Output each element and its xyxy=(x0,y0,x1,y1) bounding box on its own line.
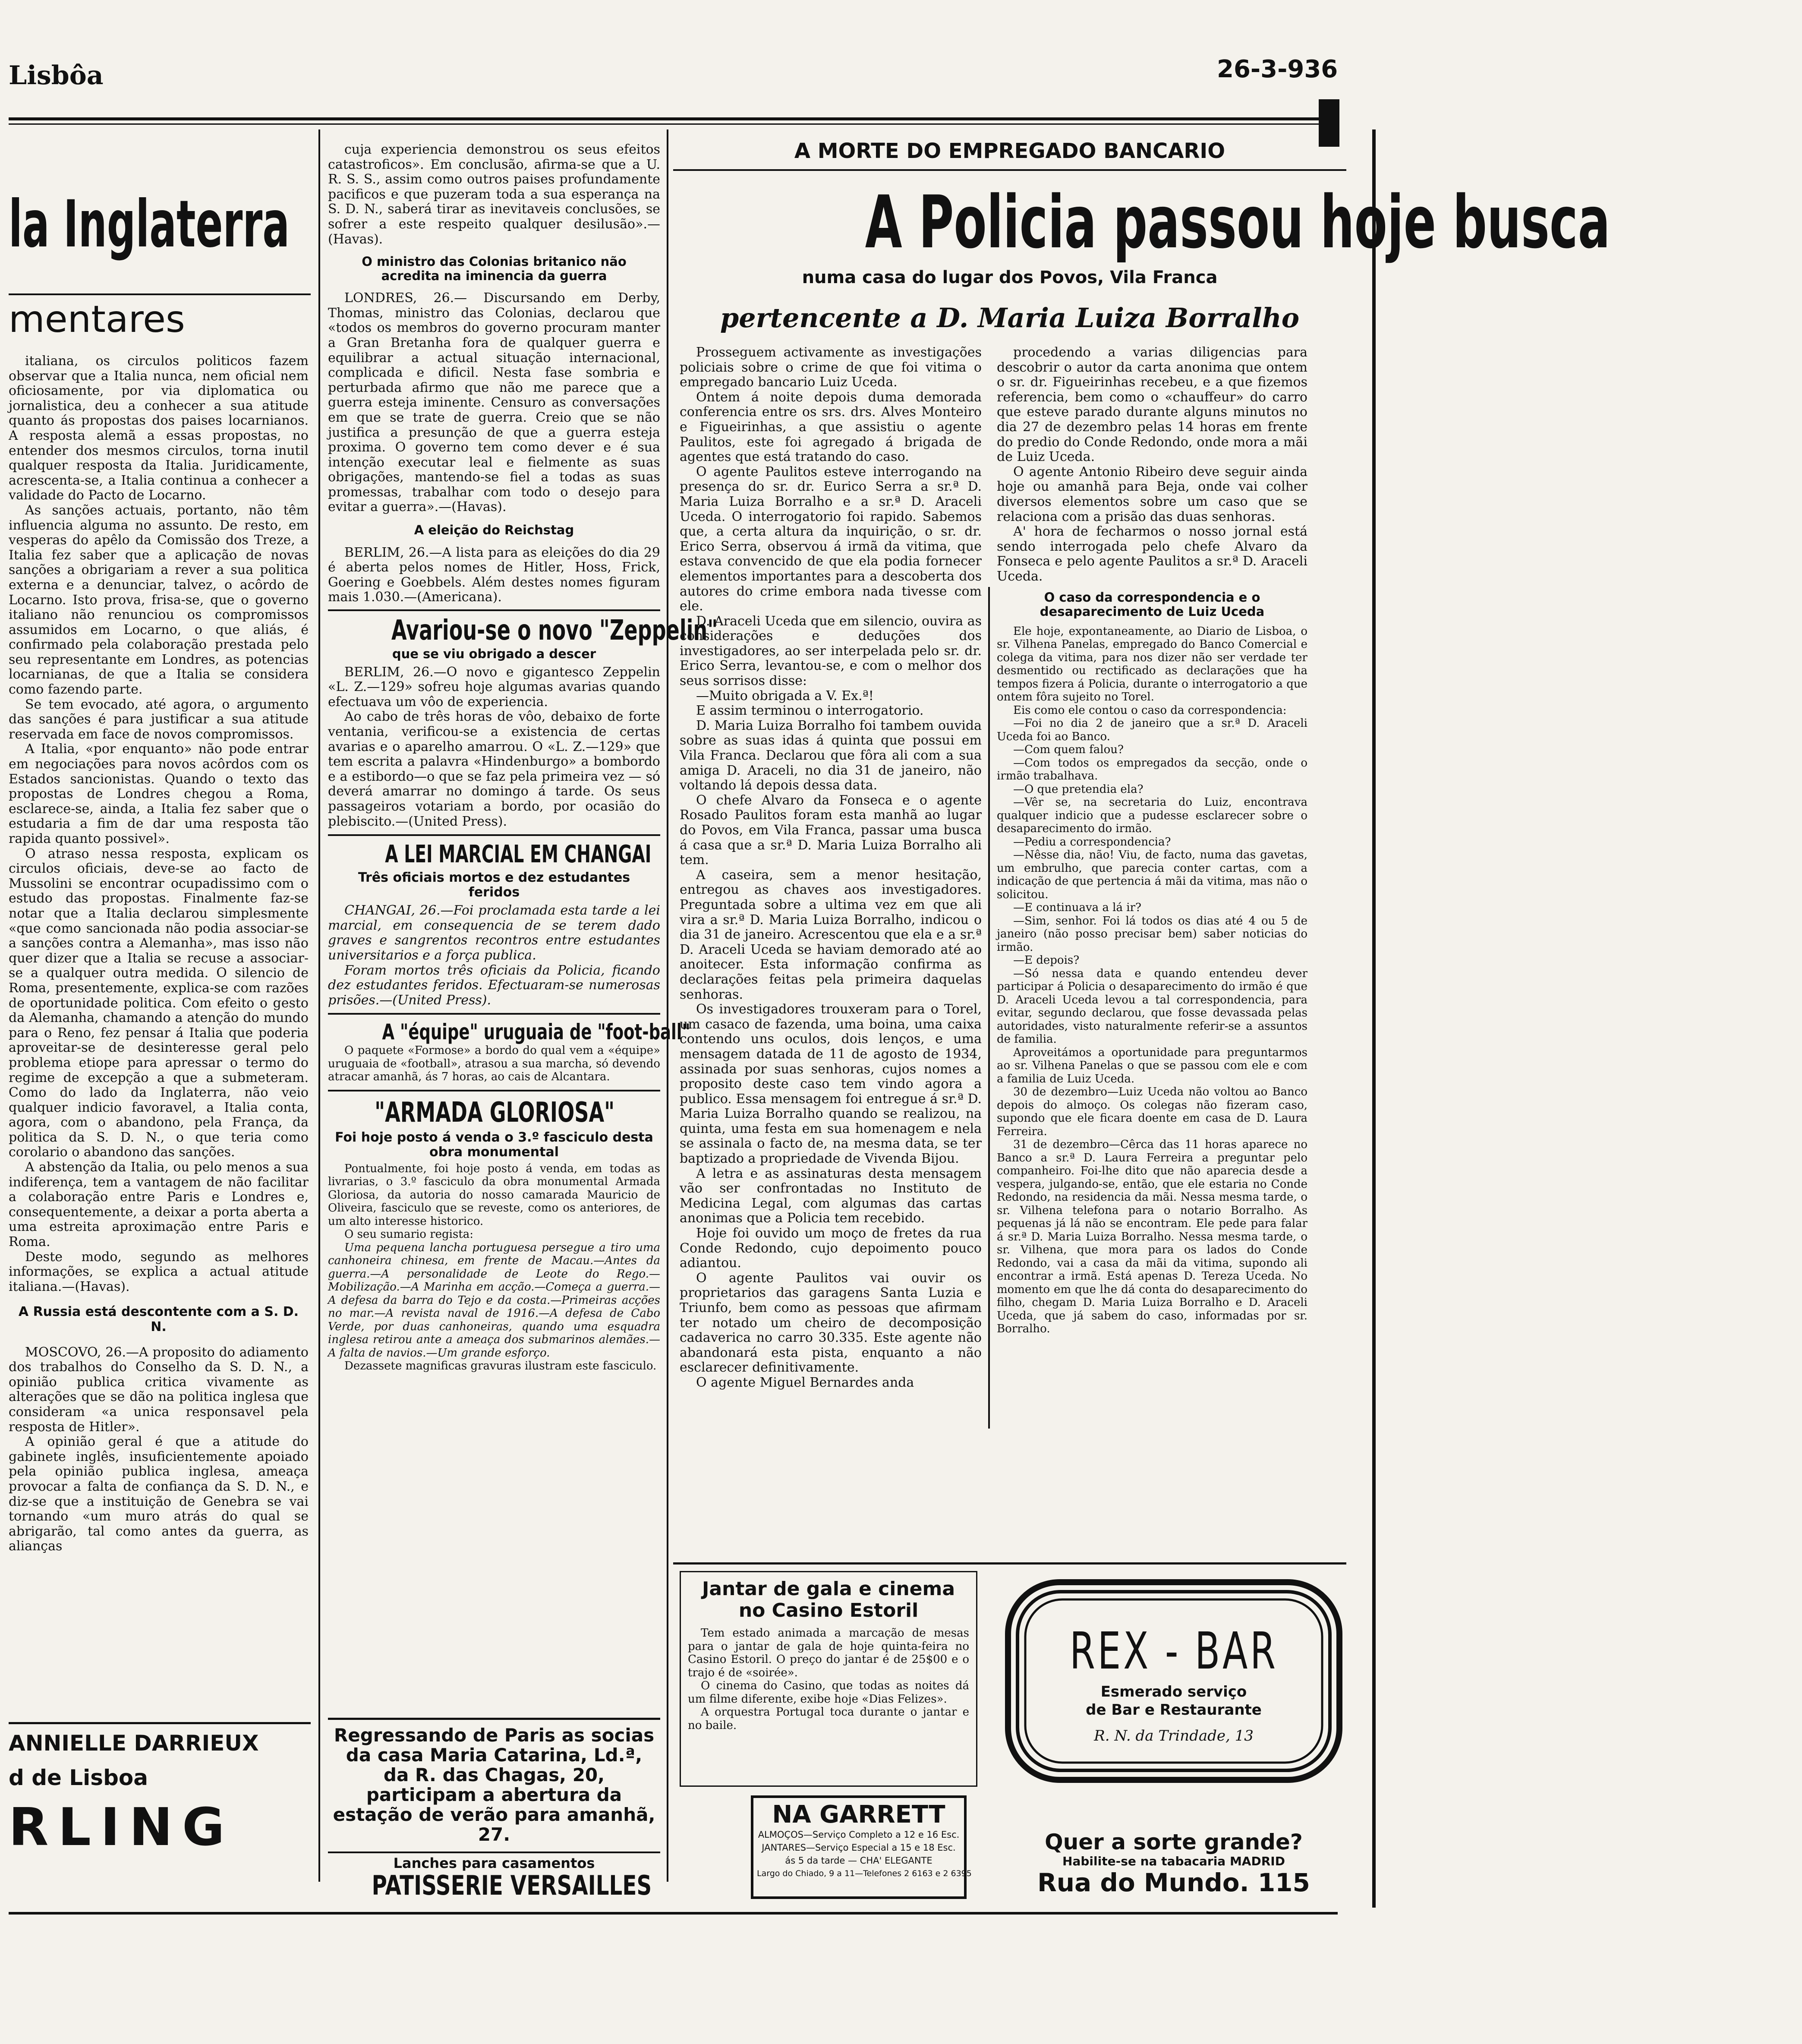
col2-ad-rule-top xyxy=(328,1718,660,1720)
col-separator-2 xyxy=(667,129,668,1882)
garrett-title: NA GARRETT xyxy=(772,1801,945,1829)
col2-changai-head: A LEI MARCIAL EM CHANGAI xyxy=(385,840,652,869)
col2-changai-rule xyxy=(328,834,660,836)
rex-bar-ad xyxy=(1005,1580,1342,1782)
main-subhead2: pertencente a D. Maria Luiza Borralho xyxy=(720,302,1300,334)
garrett-line3: ás 5 da tarde — CHA' ELEGANTE xyxy=(785,1855,933,1866)
col2-equipe-rule xyxy=(328,1013,660,1015)
col2-body: cuja experiencia demonstrou os seus efeitos catastroficos». Em conclusão, afirma-se que a U. R. S. S., assim como outros paises profundamente pacificos e que puzeram toda a sua esperança na S. D. N., saberá tirar as inevitaveis conclusões, se sofrer a este respeito qualquer desilusão».—(Havas). O ministro das Colonias britanico não acredita na iminencia da guerra LONDRES, 26.— Discursando em Derby, Thomas, ministro das Colonias, declarou que «todos os membros do governo procuram manter a Gran Bretanha fora de qualquer guerra e equilibrar a actual situação internacional, complicada e dificil. Nesta fase sombria e perturbada afirmo que não me parece que a guerra esteja iminente. Censuro as conversações em que se trate de guerra. Creio que se não justifica a presunção de que a guerra esteja proxima. O governo tem como dever e é sua intenção executar leal e fielmente as suas obrigações, mantendo-se fiel a todas as suas promessas, trabalhar com todo o desejo para evitar a guerra».—(Havas). A eleição do Reichstag BERLIM, 26.—A lista para as eleições do dia 29 é aberta pelos nomes de Hitler, Hoss, Frick, Goering e Goebbels. Além destes nomes figuram mais 1.030.—(Americana). Avariou-se o novo "Zeppelin" que se viu obrigado a descer BERLIM, 26.—O novo e gigantesco Zeppelin «L. Z.—129» sofreu hoje algumas avarias quando efectuava um vôo de experiencia. Ao cabo de três horas de vôo, debaixo de forte ventania, verificou-se a existencia de certas avarias e o aparelho amarrou. O «L. Z.—129» que tem escrita a palavra «Hindenburgo» a bombordo e a estibordo—o que se faz pela primeira vez — só deverá amarrar no domingo á tarde. Os seus passageiros votariam a bordo, por ocasião do plebiscito.—(United Press). A LEI MARCIAL EM CHANGAI Três oficiais mortos e dez estudantes feridos CHANGAI, 26.—Foi proclamada esta tarde a lei marcial, em consequencia de se terem dado graves e sangrentos recontros entre estudantes universitarios e a força publica. Foram mortos três oficiais da Policia, ficando dez estudantes feridos. Efectuaram-se numerosas prisões.—(United Press). A "équipe" uruguaia de "foot-ball" O paquete «Formose» a bordo do qual vem a «équipe» uruguaia de «football», atrasou a sua marcha, só devendo atracar amanhã, ás 7 horas, ao cais de Alcantara. "ARMADA GLORIOSA" Foi hoje posto á venda o 3.º fasciculo desta obra monumental Pontualmente, foi hoje posto á venda, em todas as livrarias, o 3.º fasciculo da obra monumental Armada Gloriosa, da autoria do nosso camarada Mauricio de Oliveira, fasciculo que se reveste, como os anteriores, de um alto interesse historico. O seu sumario regista: Uma pequena lancha portuguesa persegue a tiro uma canhoneira chinesa, em frente de Macau.—Antes da guerra.—A personalidade de Leote do Rego.—Mobilização.—A Marinha em acção.—Começa a guerra.—A defesa da barra do Tejo e da costa.—Primeiras acções no mar.—A revista naval de 1916.—A defesa de Cabo Verde, por duas canhoneiras, quando uma esquadra inglesa retirou ante a ameaça dos submarinos alemães.—A falta de navios.—Um grande esforço. Dezassete magnificas gravuras ilustram este fasciculo. xyxy=(328,142,718,1373)
garrett-line1: ALMOÇOS—Serviço Completo a 12 e 16 Esc. xyxy=(758,1830,960,1840)
main-sub-carta: O caso da correspondencia e o desaparecimento de Luiz Uceda xyxy=(1040,590,1265,619)
col1-headline-top: la Inglaterra xyxy=(9,187,290,262)
masthead-rule xyxy=(9,117,1338,120)
masthead-city: Lisbôa xyxy=(9,60,104,91)
col2-ad-patisserie: PATISSERIE VERSAILLES xyxy=(372,1870,652,1901)
col1-ad-line3: RLING xyxy=(9,1798,234,1858)
casino-ad-head: Jantar de gala e cinema no Casino Estoril xyxy=(702,1578,955,1621)
col-separator-3 xyxy=(988,587,990,1429)
col2-changai-sub: Três oficiais mortos e dez estudantes feridos xyxy=(358,870,630,900)
rex-bar-frame xyxy=(1005,1580,1342,1782)
col2-armada-rule xyxy=(328,1090,660,1091)
col2-sub-colonias: O ministro das Colonias britanico não acredita na iminencia da guerra xyxy=(362,254,627,284)
col2-equipe-head: A "équipe" uruguaia de "foot-ball" xyxy=(382,1019,690,1045)
main-kicker-rule xyxy=(673,169,1346,171)
col2-sub-reichstag: A eleição do Reichstag xyxy=(414,523,574,538)
rex-bar-line1: Esmerado serviço xyxy=(1100,1683,1247,1700)
col1-ad-line1: ANNIELLE DARRIEUX xyxy=(9,1731,259,1756)
bottom-rule xyxy=(9,1912,1338,1915)
col2-zep-sub: que se viu obrigado a descer xyxy=(392,647,596,662)
ads-top-rule xyxy=(673,1562,1346,1565)
col2-zep-rule xyxy=(328,609,660,611)
garrett-line2: JANTARES—Serviço Especial a 15 e 18 Esc. xyxy=(762,1842,956,1853)
main-kicker: A MORTE DO EMPREGADO BANCARIO xyxy=(794,139,1225,163)
col2-ad-lanches: Lanches para casamentos xyxy=(393,1855,595,1871)
col2-armada-sub: Foi hoje posto á venda o 3.º fasciculo desta obra monumental xyxy=(335,1129,653,1160)
rex-bar-addr: R. N. da Trindade, 13 xyxy=(1094,1727,1254,1744)
right-edge-line xyxy=(1372,129,1376,1908)
col1-ad-rule xyxy=(9,1722,311,1724)
main-headline: A Policia passou hoje busca xyxy=(865,180,1610,265)
garrett-line4: Largo do Chiado, 9 a 11—Telefones 2 6163 e 2 6395 xyxy=(757,1869,972,1878)
sorte-line1: Quer a sorte grande? xyxy=(1045,1830,1303,1855)
col1-ad-line2: d de Lisboa xyxy=(9,1765,148,1790)
main-subhead: numa casa do lugar dos Povos, Vila Franca xyxy=(802,268,1218,287)
col2-armada-head: "ARMADA GLORIOSA" xyxy=(375,1096,615,1129)
main-col-left: Prosseguem activamente as investigações policiais sobre o crime de que foi vitima o empregado bancario Luiz Uceda. Ontem á noite depois duma demorada conferencia entre os srs. drs. Alves Monteiro e Figueirinhas, a que assistiu o agente Paulitos, este foi agregado á brigada de agentes que está tratando do caso. O agente Paulitos esteve interrogando na presença do sr. dr. Eurico Serra a sr.ª D. Maria Luiza Borralho e a sr.ª D. Araceli Uceda. O interrogatorio foi rapido. Sabemos que, a certa altura da inquirição, o sr. dr. Erico Serra, observou á irmã da vitima, que estava convencido de que ela podia fornecer elementos importantes para a descoberta dos autores do crime embora nada tivesse com ele. D. Araceli Uceda que em silencio, ouvira as considerações e deduções dos investigadores, ao ser interpelada pelo sr. dr. Erico Serra, levantou-se, e com o melhor dos seus sorrisos disse: —Muito obrigada a V. Ex.ª! E assim terminou o interrogatorio. D. Maria Luiza Borralho foi tambem ouvida sobre as suas idas á quinta que possui em Vila Franca. Declarou que fôra ali com a sua amiga D. Araceli, no dia 31 de janeiro, não voltando lá depois dessa data. O chefe Alvaro da Fonseca e o agente Rosado Paulitos foram esta manhã ao lugar do Povos, em Vila Franca, passar uma busca á casa que a sr.ª D. Maria Luiza Borralho ali tem. A caseira, sem a menor hesitação, entregou as chaves aos investigadores. Preguntada sobre a ultima vez em que ali vira a sr.ª D. Maria Luiza Borralho, indicou o dia 31 de janeiro. Acrescentou que ela e a sr.ª D. Araceli Uceda se haviam demorado até ao anoitecer. Esta informação confirma as declarações feitas pela primeira daquelas senhoras. Os investigadores trouxeram para o Torel, um casaco de fazenda, uma boina, uma caixa contendo uns oculos, dois lenços, e uma mensagem datada de 11 de agosto de 1934, assinada por suas senhoras, cujos nomes a proposito deste caso tem vindo agora a publico. Essa mensagem foi entregue á sr.ª D. Maria Luiza Borralho quando se realizou, na quinta, uma festa em sua homenagem e nela se assinala o facto de, na mesma data, se ter baptizado a propriedade de Vivenda Bijou. A letra e as assinaturas desta mensagem vão ser confrontadas no Instituto de Medicina Legal, com algumas das cartas anonimas que a Policia tem recebido. Hoje foi ouvido um moço de fretes da rua Conde Redondo, cujo depoimento pouco adiantou. O agente Paulitos vai ouvir os proprietarios das garagens Santa Luzia e Triunfo, bem como as pessoas que afirmam ter notado um cheiro de decomposição cadaverica no carro 30.335. Este agente não abandonará esta pista, enquanto a não esclarecer definitivamente. O agente Miguel Bernardes anda xyxy=(680,345,982,1390)
col2-zep-head: Avariou-se o novo "Zeppelin" xyxy=(391,615,718,647)
col2-ad-regressando: Regressando de Paris as socias da casa Maria Catarina, Ld.ª, da R. das Chagas, 20, participam a abertura da estação de verão para amanhã, 27. xyxy=(333,1725,655,1845)
masthead-date: 26-3-936 xyxy=(1217,55,1338,83)
main-col-right: procedendo a varias diligencias para descobrir o autor da carta anonima que ontem o sr. dr. Figueirinhas recebeu, e a que fizemos referencia, bem como o «chauffeur» do carro que esteve parado durante alguns minutos no dia 27 de dezembro pelas 14 horas em frente do predio do Conde Redondo, onde mora a mãi de Luiz Uceda. O agente Antonio Ribeiro deve seguir ainda hoje ou amanhã para Beja, onde vai colher diversos elementos sobre um caso que se relaciona com a prisão das duas senhoras. A' hora de fecharmos o nosso jornal está sendo interrogada pelo chefe Alvaro da Fonseca e pelo agente Paulitos a sr.ª D. Araceli Uceda. O caso da correspondencia e o desaparecimento de Luiz Uceda Ele hoje, expontaneamente, ao Diario de Lisboa, o sr. Vilhena Panelas, empregado do Banco Comercial e colega da vitima, para nos dizer não ser verdade ter desmentido ou rectificado as declarações que ha tempos fizera á Policia, durante o interrogatorio a que ontem fôra sujeito no Torel. Eis como ele contou o caso da correspondencia: —Foi no dia 2 de janeiro que a sr.ª D. Araceli Uceda foi ao Banco. —Com quem falou? —Com todos os empregados da secção, onde o irmão trabalhava. —O que pretendia ela? —Vêr se, na secretaria do Luiz, encontrava qualquer indicio que a pudesse esclarecer sobre o desaparecimento do irmão. —Pediu a correspondencia? —Nêsse dia, não! Viu, de facto, numa das gavetas, um embrulho, que parecia conter cartas, com a indicação de que pertencia á mãi da vitima, mas não o solicitou. —E continuava a lá ir? —Sim, senhor. Foi lá todos os dias até 4 ou 5 de janeiro (não posso precisar bem) saber noticias do irmão. —E depois? —Só nessa data e quando entendeu dever participar á Policia o desaparecimento do irmão é que D. Araceli Uceda levou a tal correspondencia, para evitar, segundo declarou, que fosse devassada pelas autoridades, visto naturalmente referir-se a assuntos de familia. Aproveitámos a oportunidade para preguntarmos ao sr. Vilhena Panelas o que se passou com ele e com a familia de Luiz Uceda. 30 de dezembro—Luiz Uceda não voltou ao Banco depois do almoço. Os colegas não fizeram caso, supondo que ele ficara doente em casa de D. Laura Ferreira. 31 de dezembro—Cêrca das 11 horas aparece no Banco a sr.ª D. Laura Ferreira a preguntar pelo companheiro. Foi-lhe dito que não aparecia desde a vespera, julgando-se, então, que ele estaria no Conde Redondo, na residencia da mãi. Nessa mesma tarde, o sr. Vilhena telefona para o notario Borralho. As pequenas já lá não se encontram. Ele pede para falar á sr.ª D. Maria Luiza Borralho. Nessa mesma tarde, o sr. Vilhena, que mora para os lados do Conde Redondo, vai a casa da mãi da vitima, supondo ali encontrar a irmã. Está apenas D. Tereza Uceda. No momento em que lhe dá conta do desaparecimento do filho, chegam D. Maria Luiza Borralho e D. Araceli Uceda, que já sabem do caso, informadas por sr. Borralho. xyxy=(997,345,1307,1335)
col1-body-a: italiana, os circulos politicos fazem observar que a Italia nunca, nem oficial nem oficiosamente, por via diplomatica ou jornalistica, deu a conhecer a sua atitude quanto ás propostas dos paises locarnianos. A resposta alemã a essas propostas, no entender dos mesmos circulos, torna inutil qualquer resposta da Italia. Juridicamente, acrescenta-se, a Italia continua a conhecer a validade do Pacto de Locarno. As sanções actuais, portanto, não têm influencia alguma no assunto. De resto, em vesperas do apêlo da Comissão dos Treze, a Italia fez saber que a aplicação de novas sanções a obrigariam a rever a sua politica externa e a denunciar, talvez, o acôrdo de Locarno. Isto prova, frisa-se, que o governo italiano não renunciou os compromissos assumidos em Locarno, o que aliás, é confirmado pela colaboração prestada pelo seu representante em Londres, as potencias locarnianas, de que a Italia se considera como fazendo parte. Se tem evocado, até agora, o argumento das sanções é para justificar a sua atitude reservada em face de novos compromissos. A Italia, «por enquanto» não pode entrar em negociações para novos acôrdos com os Estados sancionistas. Quando o texto das propostas de Londres chegou a Roma, esclarece-se, ainda, a Italia fez saber que o estudaria a fim de dar uma resposta tão rapida quanto possivel». O atraso nessa resposta, explicam os circulos oficiais, deve-se ao facto de Mussolini se encontrar ocupadissimo com o estudo das propostas. Finalmente faz-se notar que a Italia declarou simplesmente «que como sancionada não podia associar-se a sanções contra a Alemanha», mas isso não quer dizer que a Italia se recuse a associar-se a qualquer outra medida. O silencio de Roma, presentemente, explica-se com razões de oportunidade politica. Com efeito o gesto da Alemanha, chamando a atenção do mundo para o Reno, fez pensar á Italia que poderia aproveitar-se de desinteresse geral pelo problema etiope para apressar o termo do regime de excepção a que a submeteram. Como do lado da Inglaterra, não veio qualquer indicio favoravel, a Italia conta, agora, com o abandono, pela França, da politica da S. D. N., o que teria como corolario o abandono das sanções. A abstenção da Italia, ou pelo menos a sua indiferença, tem a vantagem de não facilitar a colaboração entre Paris e Londres e, consequentemente, a deixar a porta aberta a uma estreita aproximação entre Paris e Roma. Deste modo, segundo as melhores informações, se explica a actual atitude italiana.—(Havas). A Russia está descontente com a S. D. N. MOSCOVO, 26.—A proposito do adiamento dos trabalhos do Conselho da S. D. N., a opinião publica critica vivamente as alterações que se dão na politica inglesa que consideram «a unica responsavel pela resposta de Hitler». A opinião geral é que a atitude do gabinete inglês, insuficientemente apoiado pela opinião publica inglesa, ameaça provocar a falta de confiança da S. D. N., e diz-se que a instituição de Genebra se vai tornando «um muro atrás do qual se abrigarão, tal como antes da guerra, as alianças xyxy=(9,353,309,1554)
col-separator-1 xyxy=(318,129,320,1882)
masthead-rule-thin xyxy=(9,123,1338,125)
col1-head-rule xyxy=(9,293,311,295)
col1-sub-russia: A Russia está descontente com a S. D. N. xyxy=(18,1304,299,1334)
col1-headline-sub: mentares xyxy=(9,298,185,341)
sorte-line2: Habilite-se na tabacaria MADRID xyxy=(1062,1854,1285,1868)
sorte-line3: Rua do Mundo. 115 xyxy=(1037,1868,1310,1897)
rex-bar-line2: de Bar e Restaurante xyxy=(1086,1701,1262,1719)
garrett-ad xyxy=(751,1795,972,1899)
col2-ad-rule-mid xyxy=(328,1852,660,1853)
rex-bar-title: REX - BAR xyxy=(1069,1621,1278,1681)
sorte-ad xyxy=(1005,1830,1342,1896)
casino-ad: Jantar de gala e cinema no Casino Estoril Tem estado animada a marcação de mesas para o jantar de gala de hoje quinta-feira no Casino Estoril. O preço do jantar é de 25$00 e o trajo é de «soirée». O cinema do Casino, que todas as noites dá um filme diferente, exibe hoje «Dias Felizes». A orquestra Portugal toca durante o jantar e no baile. xyxy=(680,1571,977,1787)
